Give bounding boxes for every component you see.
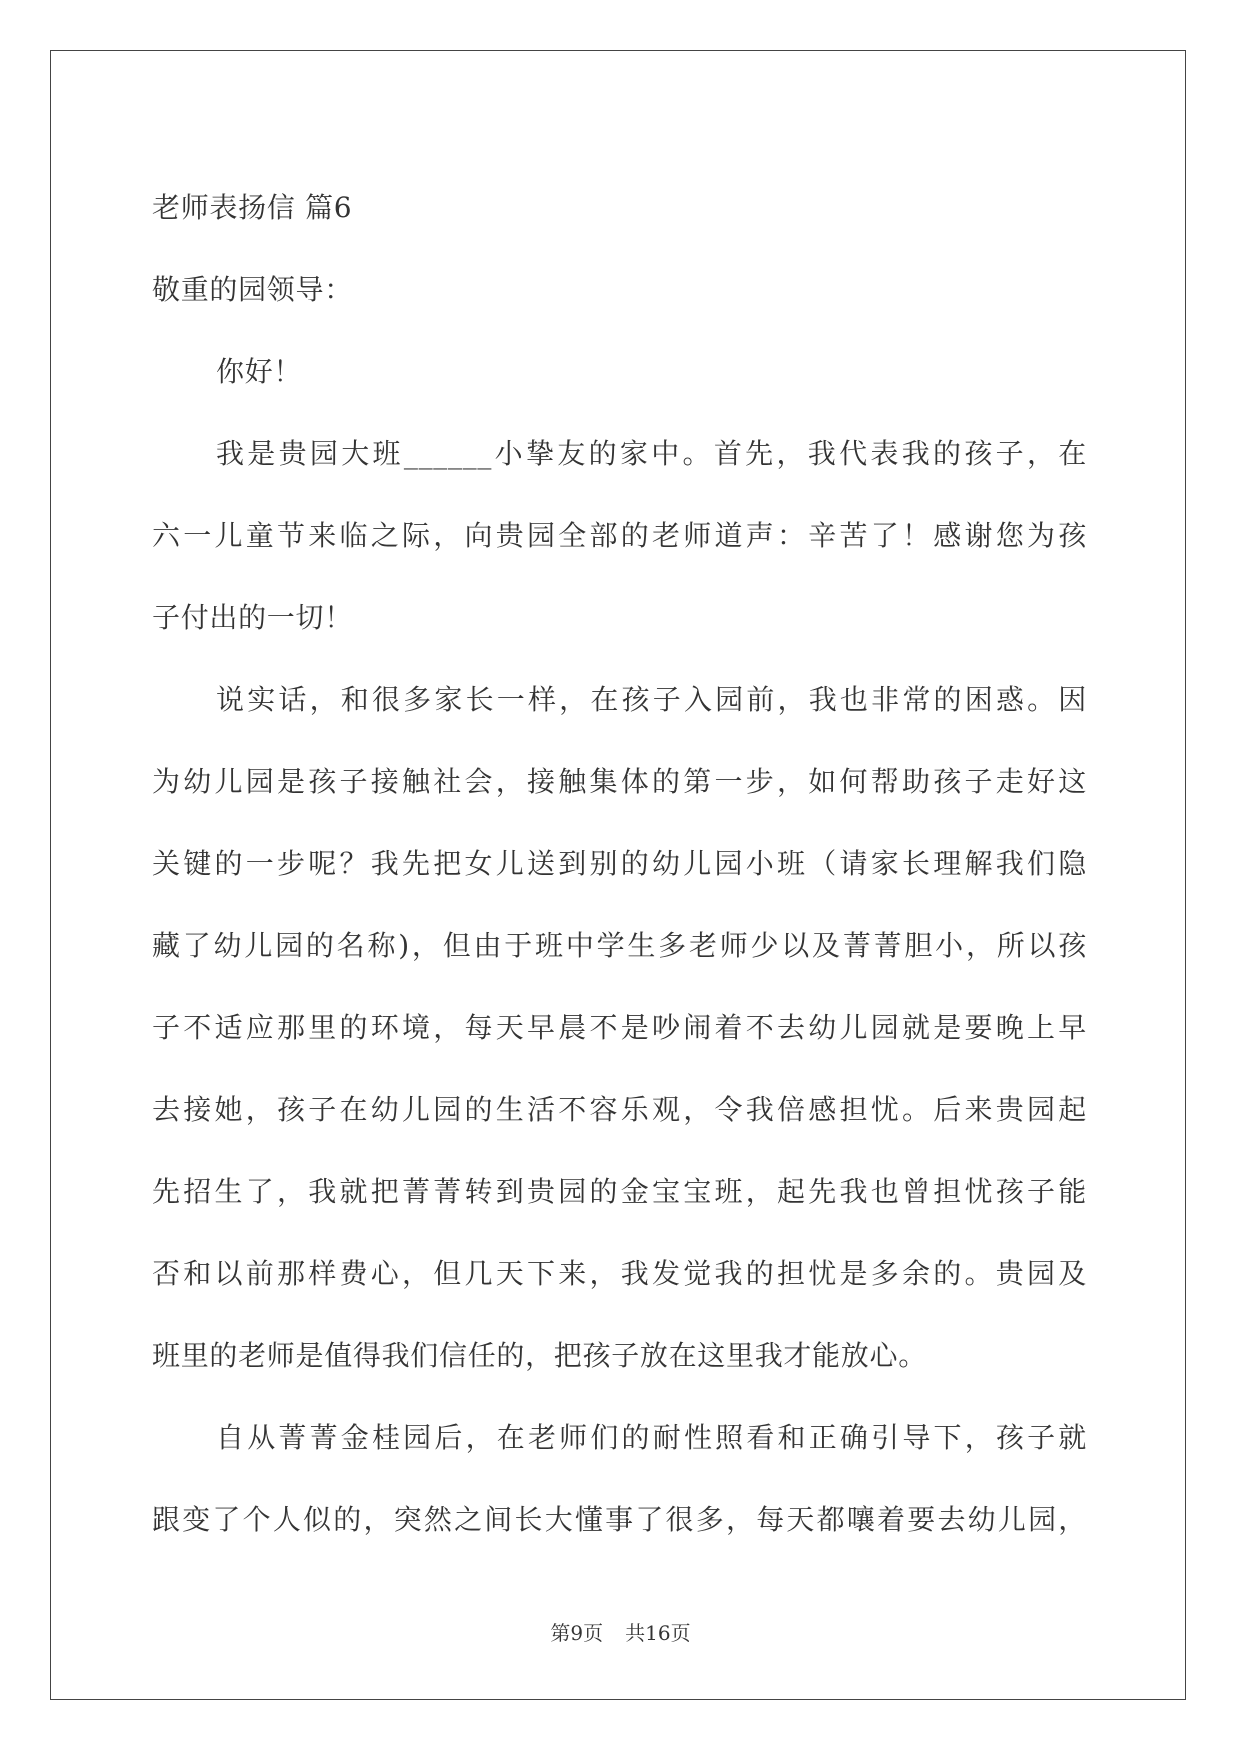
paragraph-line: 自从菁菁金桂园后，在老师们的耐性照看和正确引导下，孩子就 (216, 1421, 1087, 1454)
paragraph-line: 为幼儿园是孩子接触社会，接触集体的第一步，如何帮助孩子走好这 (152, 765, 1087, 798)
paragraph-line: 关键的一步呢？我先把女儿送到别的幼儿园小班（请家长理解我们隐 (152, 847, 1087, 880)
document-body (152, 167, 1087, 1561)
paragraph-line: 跟变了个人似的，突然之间长大懂事了很多，每天都嚷着要去幼儿园， (152, 1503, 1087, 1536)
page-footer (0, 1617, 1241, 1646)
paragraph-line: 藏了幼儿园的名称)，但由于班中学生多老师少以及菁菁胆小，所以孩 (152, 929, 1087, 962)
paragraph-line: 说实话，和很多家长一样，在孩子入园前，我也非常的困惑。因 (216, 683, 1087, 716)
page-number: 第9页 (550, 1621, 604, 1645)
salutation: 敬重的园领导： (152, 273, 353, 306)
paragraph-line: 子付出的一切！ (152, 601, 353, 634)
page-total: 共16页 (625, 1621, 691, 1645)
document-title: 老师表扬信 篇6 (152, 191, 353, 224)
greeting: 你好！ (216, 355, 303, 388)
paragraph-line: 先招生了，我就把菁菁转到贵园的金宝宝班，起先我也曾担忧孩子能 (152, 1175, 1087, 1208)
paragraph-line: 子不适应那里的环境，每天早晨不是吵闹着不去幼儿园就是要晚上早 (152, 1011, 1087, 1044)
paragraph-line: 班里的老师是值得我们信任的，把孩子放在这里我才能放心。 (152, 1339, 927, 1372)
paragraph-line: 我是贵园大班______小挚友的家中。首先，我代表我的孩子，在 (216, 437, 1087, 470)
paragraph-line: 去接她，孩子在幼儿园的生活不容乐观，令我倍感担忧。后来贵园起 (152, 1093, 1087, 1126)
paragraph-line: 六一儿童节来临之际，向贵园全部的老师道声：辛苦了！感谢您为孩 (152, 519, 1087, 552)
paragraph-line: 否和以前那样费心，但几天下来，我发觉我的担忧是多余的。贵园及 (152, 1257, 1087, 1290)
